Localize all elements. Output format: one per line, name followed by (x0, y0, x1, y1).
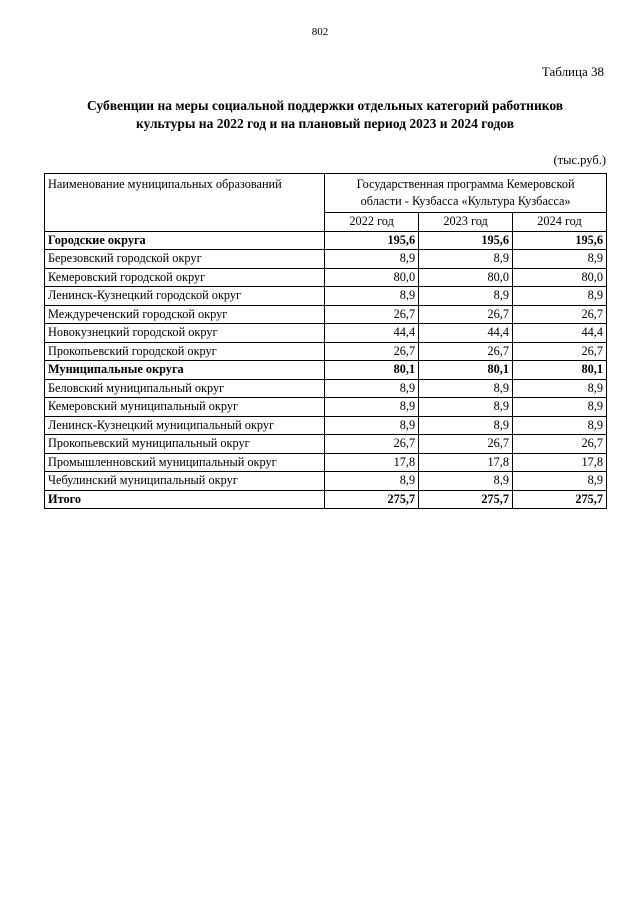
row-value-2022: 275,7 (325, 490, 419, 509)
row-value-2024: 8,9 (513, 416, 607, 435)
row-value-2022: 17,8 (325, 453, 419, 472)
row-name: Междуреченский городской округ (45, 305, 325, 324)
row-value-2022: 8,9 (325, 472, 419, 491)
page-number: 802 (311, 26, 329, 38)
table-row-total (45, 490, 607, 509)
row-value-2022: 8,9 (325, 250, 419, 269)
header-program-line-1: Государственная программа Кемеровской (356, 177, 575, 191)
header-program-line-2: области - Кузбасса «Культура Кузбасса» (360, 194, 571, 208)
row-value-2023: 195,6 (419, 231, 513, 250)
row-value-2024: 8,9 (513, 379, 607, 398)
table-row (45, 435, 607, 454)
row-value-2024: 275,7 (513, 490, 607, 509)
table-label: Таблица 38 (541, 64, 604, 79)
document-title (40, 97, 610, 133)
header-municipality: Наименование муниципальных образований (45, 174, 325, 232)
row-value-2023: 80,1 (419, 361, 513, 380)
row-name: Промышленновский муниципальный округ (45, 453, 325, 472)
row-value-2022: 44,4 (325, 324, 419, 343)
row-value-2022: 26,7 (325, 305, 419, 324)
row-value-2022: 26,7 (325, 435, 419, 454)
row-value-2024: 8,9 (513, 287, 607, 306)
row-value-2022: 195,6 (325, 231, 419, 250)
row-value-2024: 17,8 (513, 453, 607, 472)
row-value-2023: 26,7 (419, 305, 513, 324)
header-year-2024: 2024 год (513, 213, 607, 232)
row-value-2023: 17,8 (419, 453, 513, 472)
title-line-2: культуры на 2022 год и на плановый период 2023 и 2024 годов (135, 116, 514, 131)
header-year-2022: 2022 год (325, 213, 419, 232)
title-line-1: Субвенции на меры социальной поддержки отдельных категорий работников (86, 98, 564, 113)
row-value-2024: 195,6 (513, 231, 607, 250)
row-value-2022: 26,7 (325, 342, 419, 361)
row-value-2022: 8,9 (325, 416, 419, 435)
row-value-2024: 80,0 (513, 268, 607, 287)
row-name: Кемеровский городской округ (45, 268, 325, 287)
row-name: Городские округа (45, 231, 325, 250)
row-name: Муниципальные округа (45, 361, 325, 380)
row-value-2023: 8,9 (419, 472, 513, 491)
row-name: Новокузнецкий городской округ (45, 324, 325, 343)
row-value-2023: 8,9 (419, 287, 513, 306)
row-value-2022: 8,9 (325, 287, 419, 306)
row-value-2024: 8,9 (513, 398, 607, 417)
table-row-group-municipal-districts (45, 361, 607, 380)
table-row (45, 453, 607, 472)
table-row (45, 379, 607, 398)
row-name: Чебулинский муниципальный округ (45, 472, 325, 491)
row-name: Прокопьевский муниципальный округ (45, 435, 325, 454)
row-value-2024: 80,1 (513, 361, 607, 380)
row-name: Прокопьевский городской округ (45, 342, 325, 361)
row-name: Березовский городской округ (45, 250, 325, 269)
table-row (45, 472, 607, 491)
row-value-2023: 26,7 (419, 435, 513, 454)
row-name: Беловский муниципальный округ (45, 379, 325, 398)
row-value-2023: 275,7 (419, 490, 513, 509)
row-value-2023: 80,0 (419, 268, 513, 287)
header-year-2023: 2023 год (419, 213, 513, 232)
table-row (45, 398, 607, 417)
row-value-2022: 80,0 (325, 268, 419, 287)
row-value-2022: 8,9 (325, 398, 419, 417)
row-value-2024: 44,4 (513, 324, 607, 343)
table-row (45, 342, 607, 361)
row-name: Итого (45, 490, 325, 509)
table-row (45, 268, 607, 287)
row-value-2022: 80,1 (325, 361, 419, 380)
row-value-2023: 8,9 (419, 416, 513, 435)
row-name: Ленинск-Кузнецкий муниципальный округ (45, 416, 325, 435)
row-value-2024: 26,7 (513, 305, 607, 324)
header-program (325, 174, 607, 213)
row-name: Кемеровский муниципальный округ (45, 398, 325, 417)
table-row-group-city-districts (45, 231, 607, 250)
row-value-2023: 44,4 (419, 324, 513, 343)
row-value-2023: 8,9 (419, 250, 513, 269)
subsidies-table (44, 173, 607, 509)
table-row (45, 416, 607, 435)
row-value-2024: 8,9 (513, 472, 607, 491)
table-row (45, 287, 607, 306)
table-row (45, 250, 607, 269)
row-value-2024: 26,7 (513, 342, 607, 361)
row-value-2023: 8,9 (419, 379, 513, 398)
row-value-2023: 8,9 (419, 398, 513, 417)
row-value-2024: 26,7 (513, 435, 607, 454)
row-value-2023: 26,7 (419, 342, 513, 361)
unit-label: (тыс.руб.) (553, 153, 606, 167)
row-value-2024: 8,9 (513, 250, 607, 269)
header-row (45, 174, 607, 213)
row-value-2022: 8,9 (325, 379, 419, 398)
row-name: Ленинск-Кузнецкий городской округ (45, 287, 325, 306)
table-row (45, 324, 607, 343)
table-row (45, 305, 607, 324)
